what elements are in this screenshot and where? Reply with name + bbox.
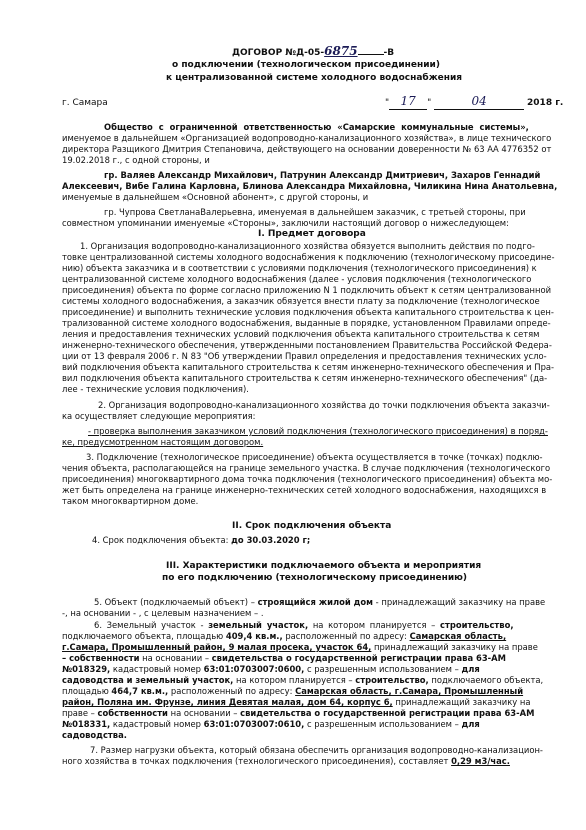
section-1-line: таком многоквартирном доме.	[62, 496, 199, 506]
section-1-line: трализованной системе холодного водоснабжения, выданные в порядке, установленном Правилами опреде-	[62, 318, 551, 328]
preamble-line	[104, 170, 584, 181]
date-day-handwritten: 17	[389, 94, 427, 110]
preamble-line: гр. Чупрова СветланаВалерьевна, именуемая в дальнейшем заказчик, с третьей стороны, при	[104, 207, 526, 217]
section-3-line: праве – собственности на основании – свидетельства о государственной регистрации права 63-АМ	[62, 708, 535, 718]
preamble-line: 19.02.2018 г., с одной стороны, и	[62, 155, 210, 165]
section-3-line: 6. Земельный участок - земельный участок, на котором планируется – строительство,	[94, 620, 514, 630]
section-1-line: вий подключения объекта капитального строительства к сетям инженерно-технического обеспечения и Пра-	[62, 362, 555, 372]
preamble-line: Алексеевич, Вибе Галина Карловна, Блинова Александра Михайловна, Чиликина Нина Анатольевна,	[62, 181, 558, 191]
section-1-line: ка осуществляет следующие мероприятия:	[62, 411, 256, 421]
section-3-line: №018329, кадастровый номер 63:01:0703007:0600, с разрешенным использованием – для	[62, 664, 480, 674]
city: г. Самара	[62, 98, 108, 108]
section-1-line: товке централизованной системы холодного водоснабжения к подключению (технологическому присоедине-	[62, 252, 555, 262]
section-3-heading: по его подключению (технологическому присоединению)	[162, 573, 468, 583]
section-1-heading: I. Предмет договора	[258, 229, 366, 239]
section-1-line: нию) объекта заказчика и в соответствии с условиями подключения (технологического присоединения) к	[62, 263, 537, 273]
section-1-line: инженерно-технического обеспечения, утвержденными постановлением Правительства Российской Федера-	[62, 340, 552, 350]
section-1-line: лее - технические условия подключения).	[62, 384, 249, 394]
section-1-line: ке, предусмотренном настоящим договором.	[62, 437, 264, 447]
section-3-line: – собственности на основании – свидетельства о государственной регистрации права 63-АМ	[62, 653, 506, 663]
section-3-heading: III. Характеристики подключаемого объекта и мероприятия	[166, 561, 482, 571]
section-1-line: - проверка выполнения заказчиком условий подключения (технологического присоединения) в поряд-	[88, 426, 548, 436]
section-1-line: присоединения) многоквартирного дома точка подключения (технологического присоединения) объекта мо-	[62, 474, 553, 484]
section-1-line: централизованной системе холодного водоснабжения (далее - условия подключения (технологического	[62, 274, 532, 284]
section-3-line: площадью 464,7 кв.м., расположенный по адресу: Самарская область, г.Самара, Промышленный	[62, 686, 524, 696]
section-1-line: жет быть определена на границе инженерно-технических сетей холодного водоснабжения, находящихся в	[62, 485, 547, 495]
section-1-line: вил подключения объекта капитального строительства к сетям инженерно-технического обеспечения" (да-	[62, 373, 548, 383]
section-1-line: 2. Организация водопроводно-канализационного хозяйства до точки подключения объекта заказчи-	[98, 400, 550, 410]
contract-number-handwritten: 6875	[324, 46, 358, 58]
preamble-line: именуемое в дальнейшем «Организацией водопроводно-канализационного хозяйства», в лице технического	[62, 133, 552, 143]
section-3-line: 5. Объект (подключаемый объект) – строящийся жилой дом - принадлежащий заказчику на праве	[94, 597, 546, 607]
load-value: 0,29 м3/час.	[451, 756, 510, 766]
contract-date: " 17 " 04 2018 г.	[385, 94, 564, 108]
section-1-line: системы холодного водоснабжения, а заказчик обязуется внести плату за подключение (технологическое	[62, 296, 540, 306]
preamble-line: директора Разщикого Дмитрия Степановича, действующего на основании доверенности № 63 АА 4776352 от	[62, 144, 552, 154]
contract-subtitle-1: о подключении (технологическом присоединении)	[172, 60, 440, 70]
section-3-line: район, Поляна им. Фрунзе, линия Девятая малая, дом 64, корпус 6, принадлежащий заказчику на	[62, 697, 531, 707]
preamble-line: Общество с ограниченной ответственностью «Самарские коммунальные системы»,	[104, 122, 529, 132]
party-main-subscribers: гр. Валяев Александр Михайлович, Патрунин Александр Дмитриевич, Захаров Геннадий	[104, 170, 541, 180]
section-3-line: подключаемого объекта, площадью 409,4 кв.м., расположенный по адресу: Самарская область,	[62, 631, 507, 641]
contract-subtitle-2: к централизованной системе холодного водоснабжения	[166, 73, 463, 83]
section-1-line: присоединения) объекта по форме согласно приложению N 1 подключить объект к сетям централизованной	[62, 285, 552, 295]
section-3-line: 7. Размер нагрузки объекта, который обязана обеспечить организация водопроводно-канализацион-	[90, 745, 543, 755]
section-3-line: ного хозяйства в точках подключения (технологического присоединения), составляет 0,29 м3/час.	[62, 756, 510, 766]
section-1-line: присоединение) и выполнить технические условия подключения объекта капитального строительства к цен-	[62, 307, 554, 317]
section-2-item: 4. Срок подключения объекта: до 30.03.2020 г;	[92, 535, 311, 545]
contract-title: ДОГОВОР №Д-05-6875 -В	[232, 46, 395, 58]
section-1-line: 1. Организация водопроводно-канализационного хозяйства обязуется выполнить действия по подго-	[80, 241, 535, 251]
section-3-line: -, на основании - , с целевым назначением – .	[62, 608, 264, 618]
section-1-line: чения объекта, располагающейся на границе земельного участка. В случае подключения (технологического	[62, 463, 551, 473]
section-1-line: 3. Подключение (технологическое присоединение) объекта осуществляется в точке (точках) подклю-	[86, 452, 543, 462]
date-month-handwritten: 04	[434, 94, 524, 110]
preamble-line: совместном упоминании именуемые «Стороны», заключили настоящий договор о нижеследующем:	[62, 218, 509, 228]
section-1-line: ции от 13 февраля 2006 г. N 83 "Об утверждении Правил определения и предоставления технических усло-	[62, 351, 547, 361]
section-1-line: ления и предоставления технических условий подключения объекта капитального строительства к сетям	[62, 329, 540, 339]
section-3-line: садоводства и земельный участок, на котором планируется – строительство, подключаемого объекта,	[62, 675, 544, 685]
section-3-line: №018331, кадастровый номер 63:01:0703007:0610, с разрешенным использованием – для	[62, 719, 480, 729]
section-3-line: садоводства.	[62, 730, 127, 740]
preamble-line: именуемые в дальнейшем «Основной абонент», с другой стороны, и	[62, 192, 369, 202]
connection-deadline: до 30.03.2020 г;	[231, 535, 311, 545]
section-3-line: г.Самара, Промышленный район, 9 малая просека, участок 64, принадлежащий заказчику на праве	[62, 642, 538, 652]
section-2-heading: II. Срок подключения объекта	[232, 521, 392, 531]
